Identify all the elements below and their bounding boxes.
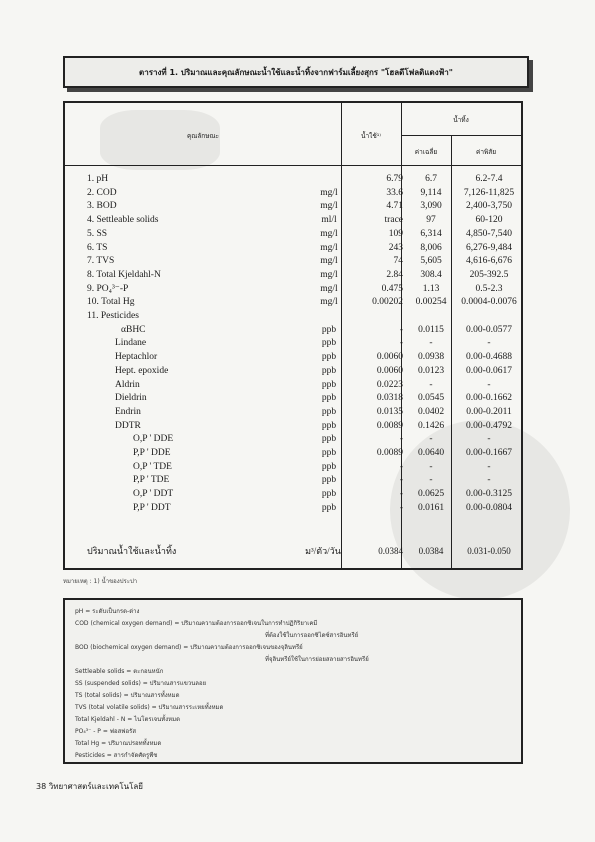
row-name: O,P ' DDE xyxy=(133,434,174,445)
legend-item: PO₄³⁻ - P = ฟอสฟอรัส xyxy=(75,728,137,735)
row-unit: ppb xyxy=(321,489,337,500)
row-unit: ml/l xyxy=(321,215,337,226)
row-average: 0.1426 xyxy=(417,420,445,431)
volume-unit: ม³/ตัว/วัน xyxy=(305,546,341,556)
row-average: - xyxy=(429,434,433,445)
row-average: 0.0545 xyxy=(417,393,445,404)
legend-item: SS (suspended solids) = ปริมาณสารแขวนลอย xyxy=(75,680,207,687)
row-unit: ppb xyxy=(321,406,337,417)
table-row xyxy=(65,242,521,255)
row-raw-water: 33.6 xyxy=(386,187,403,198)
row-raw-water: 4.71 xyxy=(386,201,403,212)
volume-label: ปริมาณน้ำใช้และน้ำทิ้ง xyxy=(87,546,177,556)
volume-row xyxy=(65,545,521,558)
row-name: O,P ' TDE xyxy=(133,461,172,472)
row-average: - xyxy=(429,338,433,349)
table-row xyxy=(65,365,521,378)
table-row xyxy=(65,283,521,296)
row-name: Hept. epoxide xyxy=(115,365,169,376)
table-row xyxy=(65,392,521,405)
row-name: Endrin xyxy=(115,406,141,417)
row-unit: mg/l xyxy=(320,283,338,294)
row-raw-water: 0.0089 xyxy=(376,420,403,431)
row-range: 2,400-3,750 xyxy=(466,201,512,212)
row-range: 0.5-2.3 xyxy=(475,283,503,294)
row-range: - xyxy=(487,338,491,349)
row-name: 2. COD xyxy=(87,187,117,198)
row-average: 0.0640 xyxy=(417,448,445,458)
row-raw-water: - xyxy=(399,338,403,349)
table-note: หมายเหตุ : 1) น้ำของประปา xyxy=(63,578,138,585)
row-average: 0.0625 xyxy=(417,489,445,500)
row-name: 9. PO₄³⁻-P xyxy=(87,283,129,294)
row-name: 6. TS xyxy=(87,242,108,253)
row-unit: ppb xyxy=(321,352,337,363)
row-range: 7,126-11,825 xyxy=(463,187,515,198)
table-row xyxy=(65,296,521,309)
row-average: 0.0115 xyxy=(418,324,444,335)
header-divider xyxy=(65,165,521,166)
row-unit: mg/l xyxy=(320,269,338,280)
row-average: 0.0161 xyxy=(417,502,445,513)
row-range: - xyxy=(487,434,491,445)
table-row xyxy=(65,420,521,433)
row-unit: ppb xyxy=(321,448,337,458)
row-average: 308.4 xyxy=(420,269,442,280)
row-name: Dieldrin xyxy=(115,393,147,404)
table-row xyxy=(65,461,521,474)
row-unit: ppb xyxy=(321,461,337,472)
volume-raw: 0.0384 xyxy=(378,546,403,556)
legend-item: TS (total solids) = ปริมาณสารทั้งหมด xyxy=(75,692,180,699)
header-range: ค่าพิสัย xyxy=(475,148,497,156)
table-title-text: ตารางที่ 1. ปริมาณและคุณลักษณะน้ำใช้และน้ำทิ้งจากฟาร์มเลี้ยงสุกร "โฮลดีโฟลดิแดงฟ้า" xyxy=(139,67,453,77)
row-unit: mg/l xyxy=(320,228,338,239)
table-row xyxy=(65,269,521,282)
table-row xyxy=(65,255,521,268)
row-unit: ppb xyxy=(321,475,337,486)
row-raw-water: - xyxy=(399,489,403,500)
row-raw-water: - xyxy=(399,324,403,335)
row-average: 0.0123 xyxy=(417,365,445,376)
row-unit: ppb xyxy=(321,338,337,349)
row-average: 6.7 xyxy=(425,174,437,184)
row-range: 0.00-0.4792 xyxy=(466,420,512,431)
row-range: 60-120 xyxy=(475,215,503,226)
row-unit: mg/l xyxy=(320,242,338,253)
row-raw-water: 243 xyxy=(388,242,403,253)
row-unit: ppb xyxy=(321,434,337,445)
row-name: 1. pH xyxy=(87,174,109,184)
table-row xyxy=(65,337,521,350)
table-row xyxy=(65,447,521,460)
row-unit: mg/l xyxy=(320,187,338,198)
row-raw-water: - xyxy=(399,434,403,445)
row-range: 0.00-0.0617 xyxy=(466,365,512,376)
row-raw-water: 6.79 xyxy=(386,174,403,184)
row-name: 8. Total Kjeldahl-N xyxy=(87,269,161,280)
legend-item: Pesticides = สารกำจัดศัตรูพืช xyxy=(75,752,158,759)
table-row xyxy=(65,310,521,323)
row-range: 0.00-0.1662 xyxy=(466,393,512,404)
row-name: P,P ' DDT xyxy=(133,502,171,513)
table-row xyxy=(65,502,521,515)
row-unit: mg/l xyxy=(320,297,338,308)
row-range: 6,276-9,484 xyxy=(466,242,512,253)
row-unit: mg/l xyxy=(320,256,338,267)
legend-item: Total Kjeldahl - N = ไนโตรเจนทั้งหมด xyxy=(75,716,180,723)
row-average: 0.00254 xyxy=(415,297,447,308)
volume-range: 0.031-0.050 xyxy=(467,546,511,556)
row-raw-water: trace xyxy=(384,215,403,226)
row-raw-water: 2.84 xyxy=(386,269,403,280)
row-unit: ppb xyxy=(321,393,337,404)
row-range: - xyxy=(487,475,491,486)
row-name: Heptachlor xyxy=(115,352,158,363)
row-raw-water: 74 xyxy=(393,256,403,267)
table-row xyxy=(65,474,521,487)
legend-item: BOD (biochemical oxygen demand) = ปริมาณความต้องการออกซิเจนของจุลินทรีย์ xyxy=(75,644,303,651)
legend-item: Settleable solids = ตะกอนหนัก xyxy=(75,668,164,675)
row-average: - xyxy=(429,379,433,390)
row-range: 0.00-0.0804 xyxy=(466,502,512,513)
row-range: 4,616-6,676 xyxy=(466,256,512,267)
table-row xyxy=(65,351,521,364)
legend-item: Total Hg = ปริมาณปรอททั้งหมด xyxy=(75,740,162,747)
header-raw-water: น้ำใช้¹⁾ xyxy=(361,132,381,140)
row-range: 0.00-0.3125 xyxy=(466,489,512,500)
table-row xyxy=(65,406,521,419)
table-row xyxy=(65,433,521,446)
row-raw-water: 0.0223 xyxy=(376,379,403,390)
table-row xyxy=(65,379,521,392)
table-row xyxy=(65,488,521,501)
row-raw-water: - xyxy=(399,461,403,472)
row-raw-water: 0.0060 xyxy=(376,365,403,376)
row-raw-water: 0.0089 xyxy=(376,448,403,458)
row-average: 5,605 xyxy=(420,256,442,267)
row-range: 0.00-0.0577 xyxy=(466,324,512,335)
table-row xyxy=(65,200,521,213)
table-row xyxy=(65,214,521,227)
row-name: O,P ' DDT xyxy=(133,489,174,500)
header-divider xyxy=(401,135,521,136)
row-average: 6,314 xyxy=(420,228,442,239)
row-name: Lindane xyxy=(115,338,147,349)
row-average: 0.0402 xyxy=(417,406,445,417)
row-range: - xyxy=(487,379,491,390)
row-name: 10. Total Hg xyxy=(87,297,135,308)
row-average: 1.13 xyxy=(422,283,440,294)
row-range: - xyxy=(487,461,491,472)
row-raw-water: 0.0318 xyxy=(376,393,403,404)
row-raw-water: 0.0060 xyxy=(376,352,403,363)
row-unit: ppb xyxy=(321,365,337,376)
row-unit: ppb xyxy=(321,379,337,390)
table-row xyxy=(65,173,521,186)
row-raw-water: - xyxy=(399,502,403,513)
row-raw-water: 0.00202 xyxy=(372,297,403,308)
row-name: 11. Pesticides xyxy=(87,311,139,321)
header-characteristic: คุณลักษณะ xyxy=(186,132,220,140)
row-unit: ppb xyxy=(321,502,337,513)
row-name: P,P ' TDE xyxy=(133,475,170,486)
row-unit: ppb xyxy=(321,420,337,431)
legend-item: ที่จุลินทรีย์ใช้ในการย่อยสลายสารอินทรีย์ xyxy=(265,656,369,663)
row-unit: mg/l xyxy=(320,201,338,212)
table-row xyxy=(65,324,521,337)
header-average: ค่าเฉลี่ย xyxy=(414,148,438,156)
row-average: - xyxy=(429,461,433,472)
row-name: P,P ' DDE xyxy=(133,448,171,458)
row-average: 3,090 xyxy=(420,201,442,212)
abbreviation-legend xyxy=(63,598,523,764)
table-title xyxy=(63,56,529,88)
legend-item: TVS (total volatile solids) = ปริมาณสารระเหยทั้งหมด xyxy=(75,704,224,711)
volume-average: 0.0384 xyxy=(418,546,444,556)
row-raw-water: 109 xyxy=(388,228,403,239)
table-row xyxy=(65,228,521,241)
row-average: 0.0938 xyxy=(417,352,445,363)
row-average: 8,006 xyxy=(420,242,442,253)
row-raw-water: 0.0135 xyxy=(376,406,403,417)
row-name: αBHC xyxy=(121,324,146,335)
row-range: 0.00-0.2011 xyxy=(466,406,512,417)
row-name: DDTR xyxy=(115,420,141,431)
row-range: 205-392.5 xyxy=(469,269,509,280)
row-raw-water: - xyxy=(399,475,403,486)
page-footer: 38 วิทยาศาสตร์และเทคโนโลยี xyxy=(36,782,143,791)
data-table xyxy=(63,101,523,570)
row-average: - xyxy=(429,475,433,486)
row-average: 97 xyxy=(426,215,436,226)
header-waste-water: น้ำทิ้ง xyxy=(453,116,469,124)
legend-item: pH = ระดับเป็นกรด-ด่าง xyxy=(75,608,140,615)
row-range: 0.00-0.1667 xyxy=(466,448,512,458)
legend-item: ที่ต้องใช้ในการออกซิไดซ์สารอินทรีย์ xyxy=(265,632,359,639)
row-name: Aldrin xyxy=(115,379,140,390)
row-name: 3. BOD xyxy=(87,201,117,212)
row-average: 9,114 xyxy=(420,187,442,198)
row-unit: ppb xyxy=(321,324,337,335)
row-range: 0.0004-0.0076 xyxy=(461,297,517,308)
row-name: 4. Settleable solids xyxy=(87,215,159,226)
row-raw-water: 0.475 xyxy=(381,283,403,294)
row-name: 5. SS xyxy=(87,228,108,239)
row-range: 6.2-7.4 xyxy=(475,174,503,184)
table-row xyxy=(65,187,521,200)
legend-item: COD (chemical oxygen demand) = ปริมาณความต้องการออกซิเจนในการทำปฏิกิริยาเคมี xyxy=(75,620,318,627)
row-range: 4,850-7,540 xyxy=(466,228,512,239)
row-range: 0.00-0.4688 xyxy=(466,352,512,363)
row-name: 7. TVS xyxy=(87,256,115,267)
